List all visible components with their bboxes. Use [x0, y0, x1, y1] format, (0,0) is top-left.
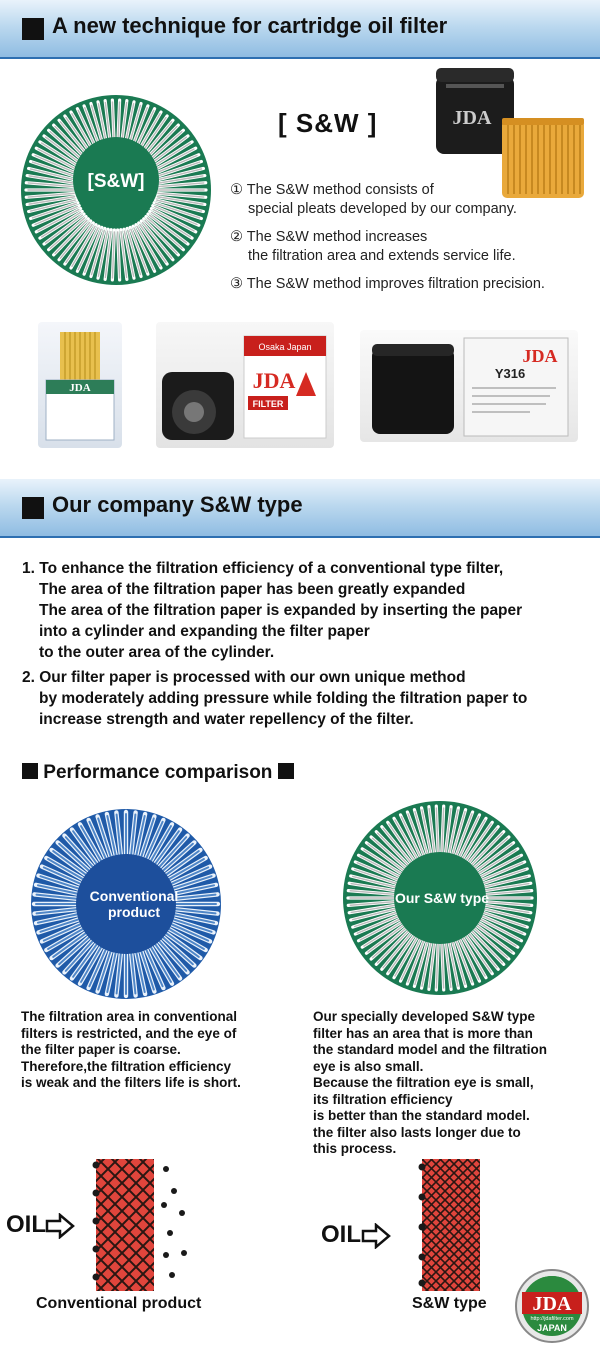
svg-text:JDA: JDA	[69, 382, 91, 394]
square-bullet-icon	[22, 497, 44, 519]
oil-label: OIL	[321, 1221, 361, 1248]
disc-label: [S&W]	[87, 171, 145, 192]
conventional-mesh-diagram	[80, 1155, 200, 1297]
svg-text:JDA: JDA	[522, 346, 558, 366]
svg-text:JAPAN: JAPAN	[537, 1323, 567, 1333]
product-photo-cartridge	[38, 322, 122, 448]
square-bullet-icon	[22, 18, 44, 40]
arrow-right-icon	[45, 1213, 75, 1239]
svg-text:JDA: JDA	[452, 107, 492, 129]
sw-type-description: Our specially developed S&W type filter has an area that is more than the standard model and the filtration eye is also small. Because the filtration eye is small, its filtration efficiency is better than the standard model. the filter also lasts longer due to this process.	[313, 1009, 548, 1156]
list-item: 1. To enhance the filtration efficiency of a conventional type filter, The area of the filtration paper has been greatly expanded The area of the filtration paper is expanded by inserting the paper into a cylinder and expanding the filter paper to the outer area of the cylinder.	[22, 560, 523, 661]
svg-text:JDA: JDA	[532, 1293, 572, 1315]
svg-text:http://jdafilter.com: http://jdafilter.com	[530, 1316, 574, 1322]
sw-type-caption: S&W type	[412, 1295, 487, 1312]
sw-mesh-diagram	[400, 1155, 490, 1297]
feature-list	[230, 181, 545, 303]
svg-text:product: product	[107, 904, 161, 920]
svg-text:Conventional: Conventional	[89, 888, 179, 904]
square-bullet-icon	[22, 763, 38, 779]
product-photo-boxed	[360, 330, 578, 442]
product-photo-spin-on	[156, 322, 334, 448]
square-bullet-icon	[278, 763, 294, 779]
list-item: 2. Our filter paper is processed with our own unique method by moderately adding pressure while folding the filtration paper to increase strength and water repellency of the filter.	[22, 669, 528, 728]
section-title: A new technique for cartridge oil filter	[52, 13, 448, 38]
svg-text:JDA: JDA	[252, 368, 296, 393]
sw-type-pleat-disc	[340, 798, 540, 998]
feature-item: ① The S&W method consists of special pleats developed by our company.	[230, 182, 517, 217]
svg-text:Our S&W type: Our S&W type	[394, 890, 490, 906]
conventional-description: The filtration area in conventional filters is restricted, and the eye of the filter paper is coarse. Therefore,the filtration efficiency is weak and the filters life is short.	[21, 1009, 241, 1090]
section-title: Our company S&W type	[52, 492, 303, 517]
sw-heading: [ S&W ]	[278, 108, 378, 138]
section-banner-technique	[0, 0, 600, 59]
svg-text:FILTER: FILTER	[252, 399, 284, 409]
feature-item: ② The S&W method increases the filtration area and extends service life.	[230, 229, 516, 264]
performance-heading: Performance comparison	[22, 762, 294, 784]
svg-text:Osaka Japan: Osaka Japan	[258, 342, 312, 352]
svg-text:Y316: Y316	[494, 366, 526, 381]
sw-type-points	[22, 558, 582, 734]
conventional-pleat-disc	[28, 806, 224, 1002]
jda-logo	[514, 1268, 590, 1344]
oil-label: OIL	[6, 1211, 46, 1238]
conventional-caption: Conventional product	[36, 1295, 202, 1312]
feature-item: ③ The S&W method improves filtration precision.	[230, 276, 545, 292]
section-banner-sw-type	[0, 479, 600, 538]
sw-pleat-disc	[18, 92, 214, 288]
arrow-right-icon	[361, 1223, 391, 1249]
